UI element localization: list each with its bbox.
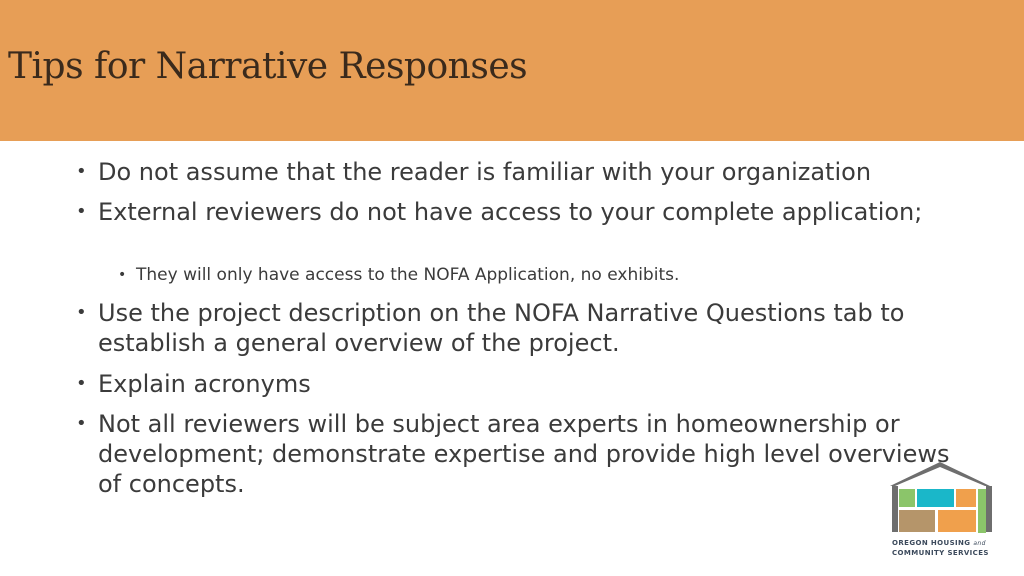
logo-block-orange-bottom <box>938 510 976 532</box>
logo-wall-right <box>986 486 992 532</box>
logo-block-green-small <box>899 489 915 507</box>
bullet-item: • External reviewers do not have access to your complete application; <box>98 197 958 227</box>
logo-block-teal <box>917 489 954 507</box>
logo-block-tan <box>899 510 935 532</box>
bullet-item: • Not all reviewers will be subject area experts in homeownership or development; demonstrate expertise and provide high level overviews of concepts. <box>98 409 958 499</box>
logo-block-orange-top <box>956 489 976 507</box>
slide-title: Tips for Narrative Responses <box>8 46 528 87</box>
bullet-item: • Explain acronyms <box>98 369 958 399</box>
logo-wall-left <box>892 486 898 532</box>
ohcs-house-logo <box>884 456 996 564</box>
logo-wordmark-line1: OREGON HOUSING and <box>892 539 986 547</box>
bullet-item: • Do not assume that the reader is familiar with your organization <box>98 157 958 187</box>
logo-wordmark-line2: COMMUNITY SERVICES <box>892 549 989 557</box>
logo-roof <box>890 462 990 486</box>
logo-block-green-tall <box>978 489 986 533</box>
bullet-item: • Use the project description on the NOFA Narrative Questions tab to establish a general overview of the project. <box>98 298 958 358</box>
sub-bullet-item: • They will only have access to the NOFA Application, no exhibits. <box>136 263 956 287</box>
